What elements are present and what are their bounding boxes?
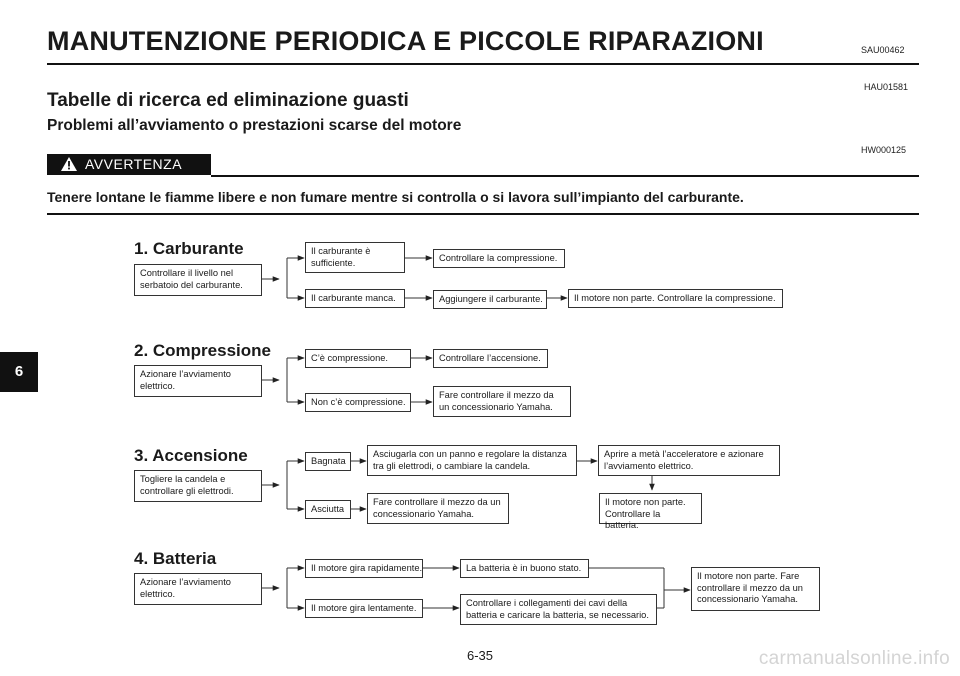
compression-ok-box bbox=[305, 349, 411, 368]
fuel-check-compression-text: Controllare la compressione. bbox=[439, 253, 558, 263]
compression-start-box bbox=[134, 365, 262, 397]
battery-fast-text: Il motore gira rapidamente. bbox=[311, 563, 423, 573]
compression-check-ignition-text: Controllare l’accensione. bbox=[439, 353, 541, 363]
battery-dealer-box bbox=[691, 567, 820, 611]
ignition-start-text: Togliere la candela e controllare gli elettrodi. bbox=[140, 474, 234, 496]
compression-dealer-box bbox=[433, 386, 571, 417]
fuel-start-box bbox=[134, 264, 262, 296]
battery-good-text: La batteria è in buono stato. bbox=[466, 563, 582, 573]
battery-slow-box bbox=[305, 599, 423, 618]
ignition-dealer-text: Fare controllare il mezzo da un concessionario Yamaha. bbox=[373, 497, 501, 519]
section-title: Tabelle di ricerca ed eliminazione guasti bbox=[47, 90, 409, 111]
flowchart-ignition-title: 3. Accensione bbox=[134, 446, 248, 465]
fuel-missing-box bbox=[305, 289, 405, 308]
ignition-wet-text: Bagnata bbox=[311, 456, 346, 466]
fuel-add-text: Aggiungere il carburante. bbox=[439, 294, 543, 304]
ignition-dry-plug-box bbox=[367, 445, 577, 476]
ignition-wet-box bbox=[305, 452, 351, 471]
section-subtitle: Problemi all’avviamento o prestazioni scarse del motore bbox=[47, 117, 462, 134]
battery-dealer-text: Il motore non parte. Fare controllare il mezzo da un concessionario Yamaha. bbox=[697, 571, 803, 604]
ignition-dry-plug-text: Asciugarla con un panno e regolare la distanza tra gli elettrodi, o cambiare la candela. bbox=[373, 449, 567, 471]
ignition-check-battery-box bbox=[599, 493, 702, 530]
flowchart-battery-title: 4. Batteria bbox=[134, 549, 217, 568]
watermark: carmanualsonline.info bbox=[758, 648, 950, 669]
ignition-dry-text: Asciutta bbox=[311, 504, 345, 514]
fuel-start-text: Controllare il livello nel serbatoio del carburante. bbox=[140, 268, 243, 290]
flowchart-fuel-title: 1. Carburante bbox=[134, 239, 244, 258]
battery-charge-text: Controllare i collegamenti dei cavi della batteria e caricare la batteria, se necessario. bbox=[466, 598, 649, 620]
compression-start-text: Azionare l’avviamento elettrico. bbox=[140, 369, 231, 391]
fuel-check-compression-box bbox=[433, 249, 565, 268]
battery-slow-text: Il motore gira lentamente. bbox=[311, 603, 417, 613]
warning-label: AVVERTENZA bbox=[85, 156, 183, 172]
header-code: SAU00462 bbox=[861, 45, 905, 55]
flowchart-compression-title: 2. Compressione bbox=[134, 341, 271, 360]
chapter-tab: 6 bbox=[0, 352, 38, 392]
ignition-open-throttle-box bbox=[598, 445, 780, 476]
fuel-sufficient-text: Il carburante è sufficiente. bbox=[311, 246, 371, 268]
battery-start-box bbox=[134, 573, 262, 605]
ignition-dry-box bbox=[305, 500, 351, 519]
section-code: HAU01581 bbox=[864, 82, 909, 92]
compression-dealer-text: Fare controllare il mezzo da un concessionario Yamaha. bbox=[439, 390, 554, 412]
battery-charge-box bbox=[460, 594, 657, 625]
fuel-no-start-text: Il motore non parte. Controllare la compressione. bbox=[574, 293, 776, 303]
page-title: MANUTENZIONE PERIODICA E PICCOLE RIPARAZIONI bbox=[47, 26, 764, 56]
fuel-sufficient-box bbox=[305, 242, 405, 273]
ignition-open-throttle-text: Aprire a metà l’acceleratore e azionare l’avviamento elettrico. bbox=[604, 449, 764, 471]
warning-code: HW000125 bbox=[861, 145, 907, 155]
warning-text: Tenere lontane le fiamme libere e non fumare mentre si controlla o si lavora sull’impianto del carburante. bbox=[47, 189, 744, 205]
compression-check-ignition-box bbox=[433, 349, 548, 368]
compression-none-text: Non c’è compressione. bbox=[311, 397, 406, 407]
ignition-start-box bbox=[134, 470, 262, 502]
fuel-missing-text: Il carburante manca. bbox=[311, 293, 396, 303]
ignition-dealer-box bbox=[367, 493, 509, 524]
ignition-check-battery-text: Il motore non parte. Controllare la batteria. bbox=[605, 497, 686, 530]
compression-ok-text: C’è compressione. bbox=[311, 353, 388, 363]
battery-good-box bbox=[460, 559, 589, 578]
fuel-add-box bbox=[433, 290, 547, 309]
battery-start-text: Azionare l’avviamento elettrico. bbox=[140, 577, 231, 599]
compression-none-box bbox=[305, 393, 411, 412]
fuel-no-start-box bbox=[568, 289, 783, 308]
page-number: 6-35 bbox=[466, 648, 494, 663]
battery-fast-box bbox=[305, 559, 423, 578]
